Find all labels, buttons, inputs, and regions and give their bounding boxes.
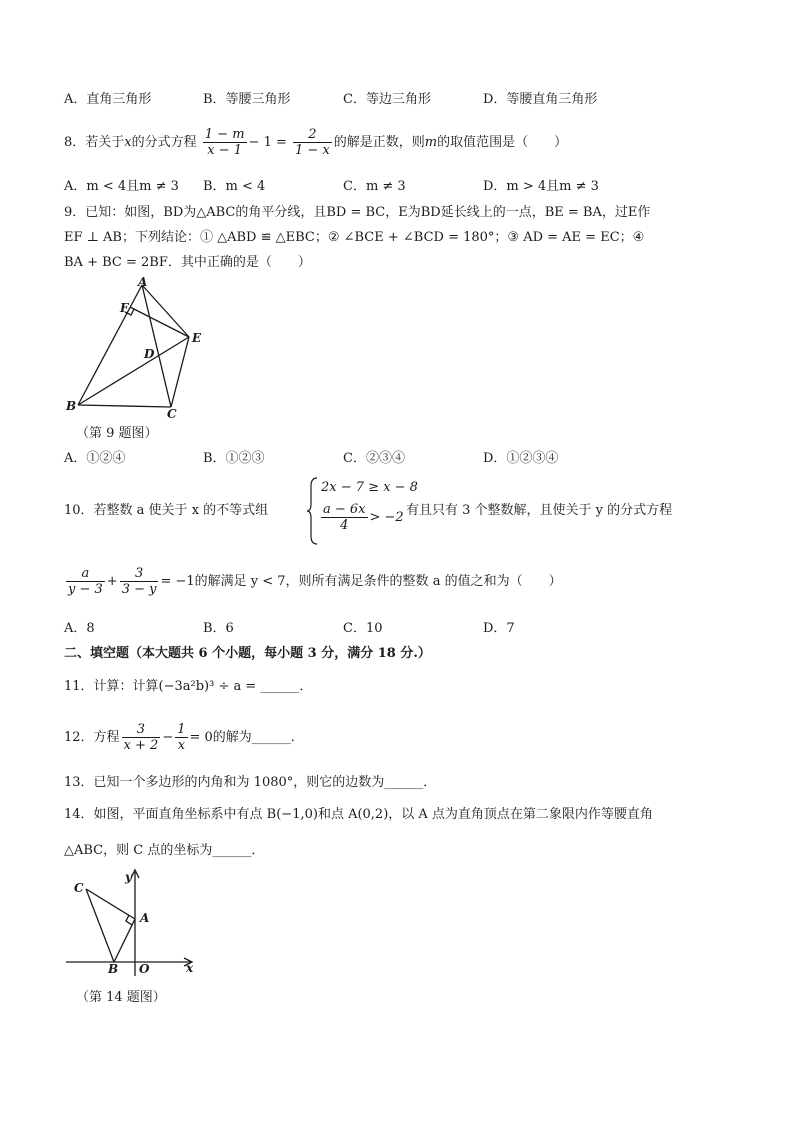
q10-lead: 10．若整数 a 使关于 x 的不等式组	[64, 503, 269, 518]
q12-minus: −	[162, 730, 174, 745]
q10-brace	[307, 476, 319, 546]
q10-inequality-2	[319, 502, 404, 533]
q9-label-f: F	[120, 301, 129, 315]
q9-option-d: D．①②③④	[483, 451, 559, 466]
q10-eq-rhs: = −1的解满足 y < 7，则所有满足条件的整数 a 的值之和为（ ）	[160, 574, 562, 589]
q9-segment-be	[78, 337, 189, 405]
q14-segment-ab	[114, 919, 135, 962]
q9-segment-ce	[171, 337, 189, 407]
q10-option-d: D．7	[483, 621, 515, 636]
q12-lead: 12．方程	[64, 730, 120, 745]
q14-label-o: O	[139, 962, 150, 976]
q9-option-a: A．①②④	[64, 451, 126, 466]
q9-label-c: C	[167, 407, 177, 421]
q8-fraction-1: $\frac{1 - m}{x - 1}$	[204, 127, 245, 158]
q10-option-b: B．6	[203, 621, 234, 636]
q8-mid: 的分式方程	[131, 135, 197, 150]
q9-segment-ab	[78, 285, 142, 405]
q9-caption: （第 9 题图）	[76, 426, 158, 441]
q8-option-c: C．m ≠ 3	[343, 179, 406, 194]
q8-option-b: B．m < 4	[203, 179, 266, 194]
q10-option-c: C．10	[343, 621, 383, 636]
q7-option-a: A．直角三角形	[64, 92, 152, 107]
q14-caption: （第 14 题图）	[76, 990, 166, 1005]
q12-text	[64, 719, 304, 757]
q14-figure	[62, 868, 202, 978]
q10-eq-plus: +	[106, 574, 118, 589]
q12-fraction-2: $\frac{1}{x}$	[177, 722, 186, 753]
q14-label-x: x	[186, 961, 194, 975]
q9-option-c: C．②③④	[343, 451, 405, 466]
q12-fraction-1: $\frac{3}{x + 2}$	[123, 722, 159, 753]
q9-segment-bc	[78, 405, 171, 407]
q14-segment-ca	[86, 889, 135, 919]
q14-label-b: B	[108, 962, 119, 976]
q10-equation	[64, 563, 562, 601]
q9-segment-ef	[130, 307, 189, 337]
q10-inequality-2-rhs: > −2	[369, 510, 404, 525]
q9-option-b: B．①②③	[203, 451, 265, 466]
q9-label-e: E	[192, 331, 202, 345]
q8-stem	[64, 124, 567, 162]
q14-label-c: C	[74, 881, 84, 895]
q8-tail: 的解是正数，则	[333, 135, 425, 150]
q8-option-d: D．m > 4且m ≠ 3	[483, 179, 599, 194]
q14-segment-cb	[86, 889, 114, 962]
q14-label-a: A	[140, 911, 150, 925]
q7-option-b: B．等腰三角形	[203, 92, 291, 107]
q14-line-2: △ABC，则 C 点的坐标为______．	[64, 843, 265, 858]
q14-line-1: 14．如图，平面直角坐标系中有点 B(−1,0)和点 A(0,2)，以 A 点为直角顶点在第二象限内作等腰直角	[64, 807, 653, 822]
q11-text: 11．计算：计算(−3a²b)³ ÷ a = ______．	[64, 679, 313, 694]
q10-inequality-1: 2x − 7 ≥ x − 8	[321, 480, 418, 495]
q10-inequality-2-fraction: $\frac{a - 6x}{4}$	[323, 502, 366, 533]
q8-var-m: m	[424, 135, 438, 150]
q7-option-d: D．等腰直角三角形	[483, 92, 598, 107]
q8-minus-one: − 1 =	[248, 135, 287, 150]
q9-line-3: BA + BC = 2BF．其中正确的是（ ）	[64, 255, 311, 270]
q8-option-a: A．m < 4且m ≠ 3	[64, 179, 179, 194]
q9-label-d: D	[144, 347, 155, 361]
q10-eq-fraction-2: $\frac{3}{3 - y}$	[121, 566, 157, 597]
q10-tail: 有且只有 3 个整数解，且使关于 y 的分式方程	[406, 503, 673, 518]
q10-eq-fraction-1: $\frac{a}{y - 3}$	[68, 566, 103, 597]
q9-line-1: 9．已知：如图，BD为△ABC的角平分线，且BD = BC，E为BD延长线上的一点，BE = BA，过E作	[64, 205, 651, 220]
q8-fraction-2: $\frac{2}{1 - x}$	[295, 127, 330, 158]
q9-figure	[60, 272, 210, 422]
section-2-title: 二、填空题（本大题共 6 个小题，每小题 3 分，满分 18 分.）	[64, 646, 431, 661]
q8-lead: 8．若关于	[64, 135, 125, 150]
q10-option-a: A．8	[64, 621, 95, 636]
q8-var-x: x	[124, 135, 132, 150]
q9-line-2: EF ⊥ AB；下列结论：① △ABD ≌ △EBC；② ∠BCE + ∠BCD = 180°；③ AD = AE = EC；④	[64, 230, 645, 245]
q8-tail2: 的取值范围是（ ）	[437, 135, 568, 150]
q9-segment-ac	[142, 285, 171, 407]
q9-label-b: B	[66, 399, 77, 413]
q9-label-a: A	[138, 275, 148, 289]
q9-segment-ae	[142, 285, 189, 337]
q13-text: 13．已知一个多边形的内角和为 1080°，则它的边数为______．	[64, 775, 437, 790]
q12-tail: = 0的解为______．	[189, 730, 304, 745]
q7-option-c: C．等边三角形	[343, 92, 431, 107]
q14-label-y: y	[125, 870, 132, 884]
